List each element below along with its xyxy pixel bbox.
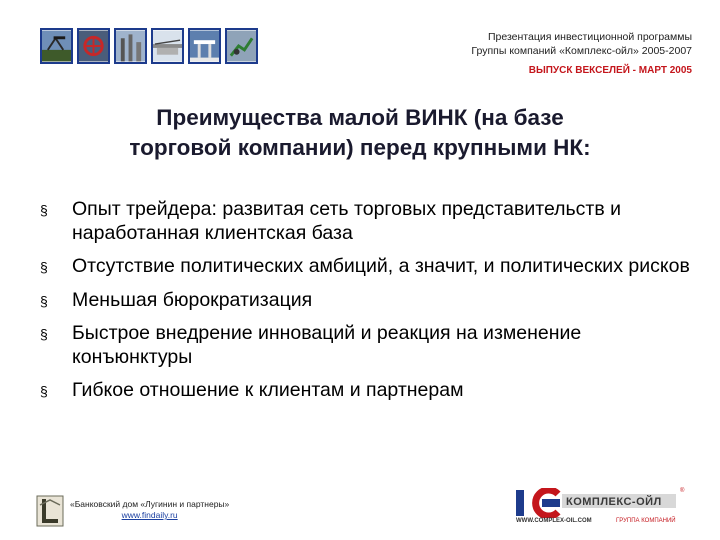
bank-house-name: «Банковский дом «Лугинин и партнеры» [70, 499, 230, 509]
header-photo-strip [40, 28, 258, 64]
registered-mark: ® [680, 488, 685, 494]
presentation-header [471, 30, 692, 78]
bullet-marker: § [40, 383, 48, 399]
list-item [40, 255, 700, 279]
list-item-text: Опыт трейдера: развитая сеть торговых представительств и наработанная клиентская база [72, 198, 622, 244]
complex-oil-emblem-icon [516, 488, 562, 518]
findaily-link[interactable]: www.findaily.ru [121, 510, 178, 520]
advantages-list [40, 198, 700, 413]
list-item-text: Меньшая бюрократизация [72, 288, 313, 311]
bank-house-logo-icon [36, 495, 64, 527]
slide-title-line-2: торговой компании) перед крупными НК: [129, 135, 591, 160]
oil-pump-photo [40, 28, 73, 64]
list-item-text: Быстрое внедрение инноваций и реакция на изменение конъюнктуры [72, 322, 582, 368]
tanker-truck-photo [151, 28, 184, 64]
bullet-marker: § [40, 326, 48, 342]
bullet-marker: § [40, 259, 48, 275]
list-item-text: Отсутствие политических амбиций, а значит, и политических рисков [72, 255, 690, 277]
brand-group-label: ГРУППА КОМПАНИЙ [616, 518, 676, 524]
list-item [40, 198, 700, 245]
header-line-2: Группы компаний «Комплекс-ойл» 2005-2007 [471, 45, 692, 57]
valve-photo [77, 28, 110, 64]
list-item [40, 322, 700, 369]
complex-oil-logo [514, 488, 690, 528]
footer-bank-credit [36, 495, 229, 527]
slide-title-line-1: Преимущества малой ВИНК (на базе [156, 105, 564, 130]
business-charts-photo [225, 28, 258, 64]
slide-title [40, 103, 680, 163]
header-line-1: Презентация инвестиционной программы [487, 31, 692, 43]
list-item [40, 289, 700, 313]
bullet-marker: § [40, 292, 48, 309]
fuel-station-photo [188, 28, 221, 64]
brand-name: КОМПЛЕКС-ОЙЛ [566, 496, 662, 508]
release-label: ВЫПУСК ВЕКСЕЛЕЙ - МАРТ 2005 [528, 65, 692, 76]
refinery-photo [114, 28, 147, 64]
list-item [40, 379, 700, 403]
list-item-text: Гибкое отношение к клиентам и партнерам [72, 379, 464, 401]
brand-url: WWW.COMPLEX-OIL.COM [516, 518, 592, 524]
bullet-marker: § [40, 202, 48, 218]
